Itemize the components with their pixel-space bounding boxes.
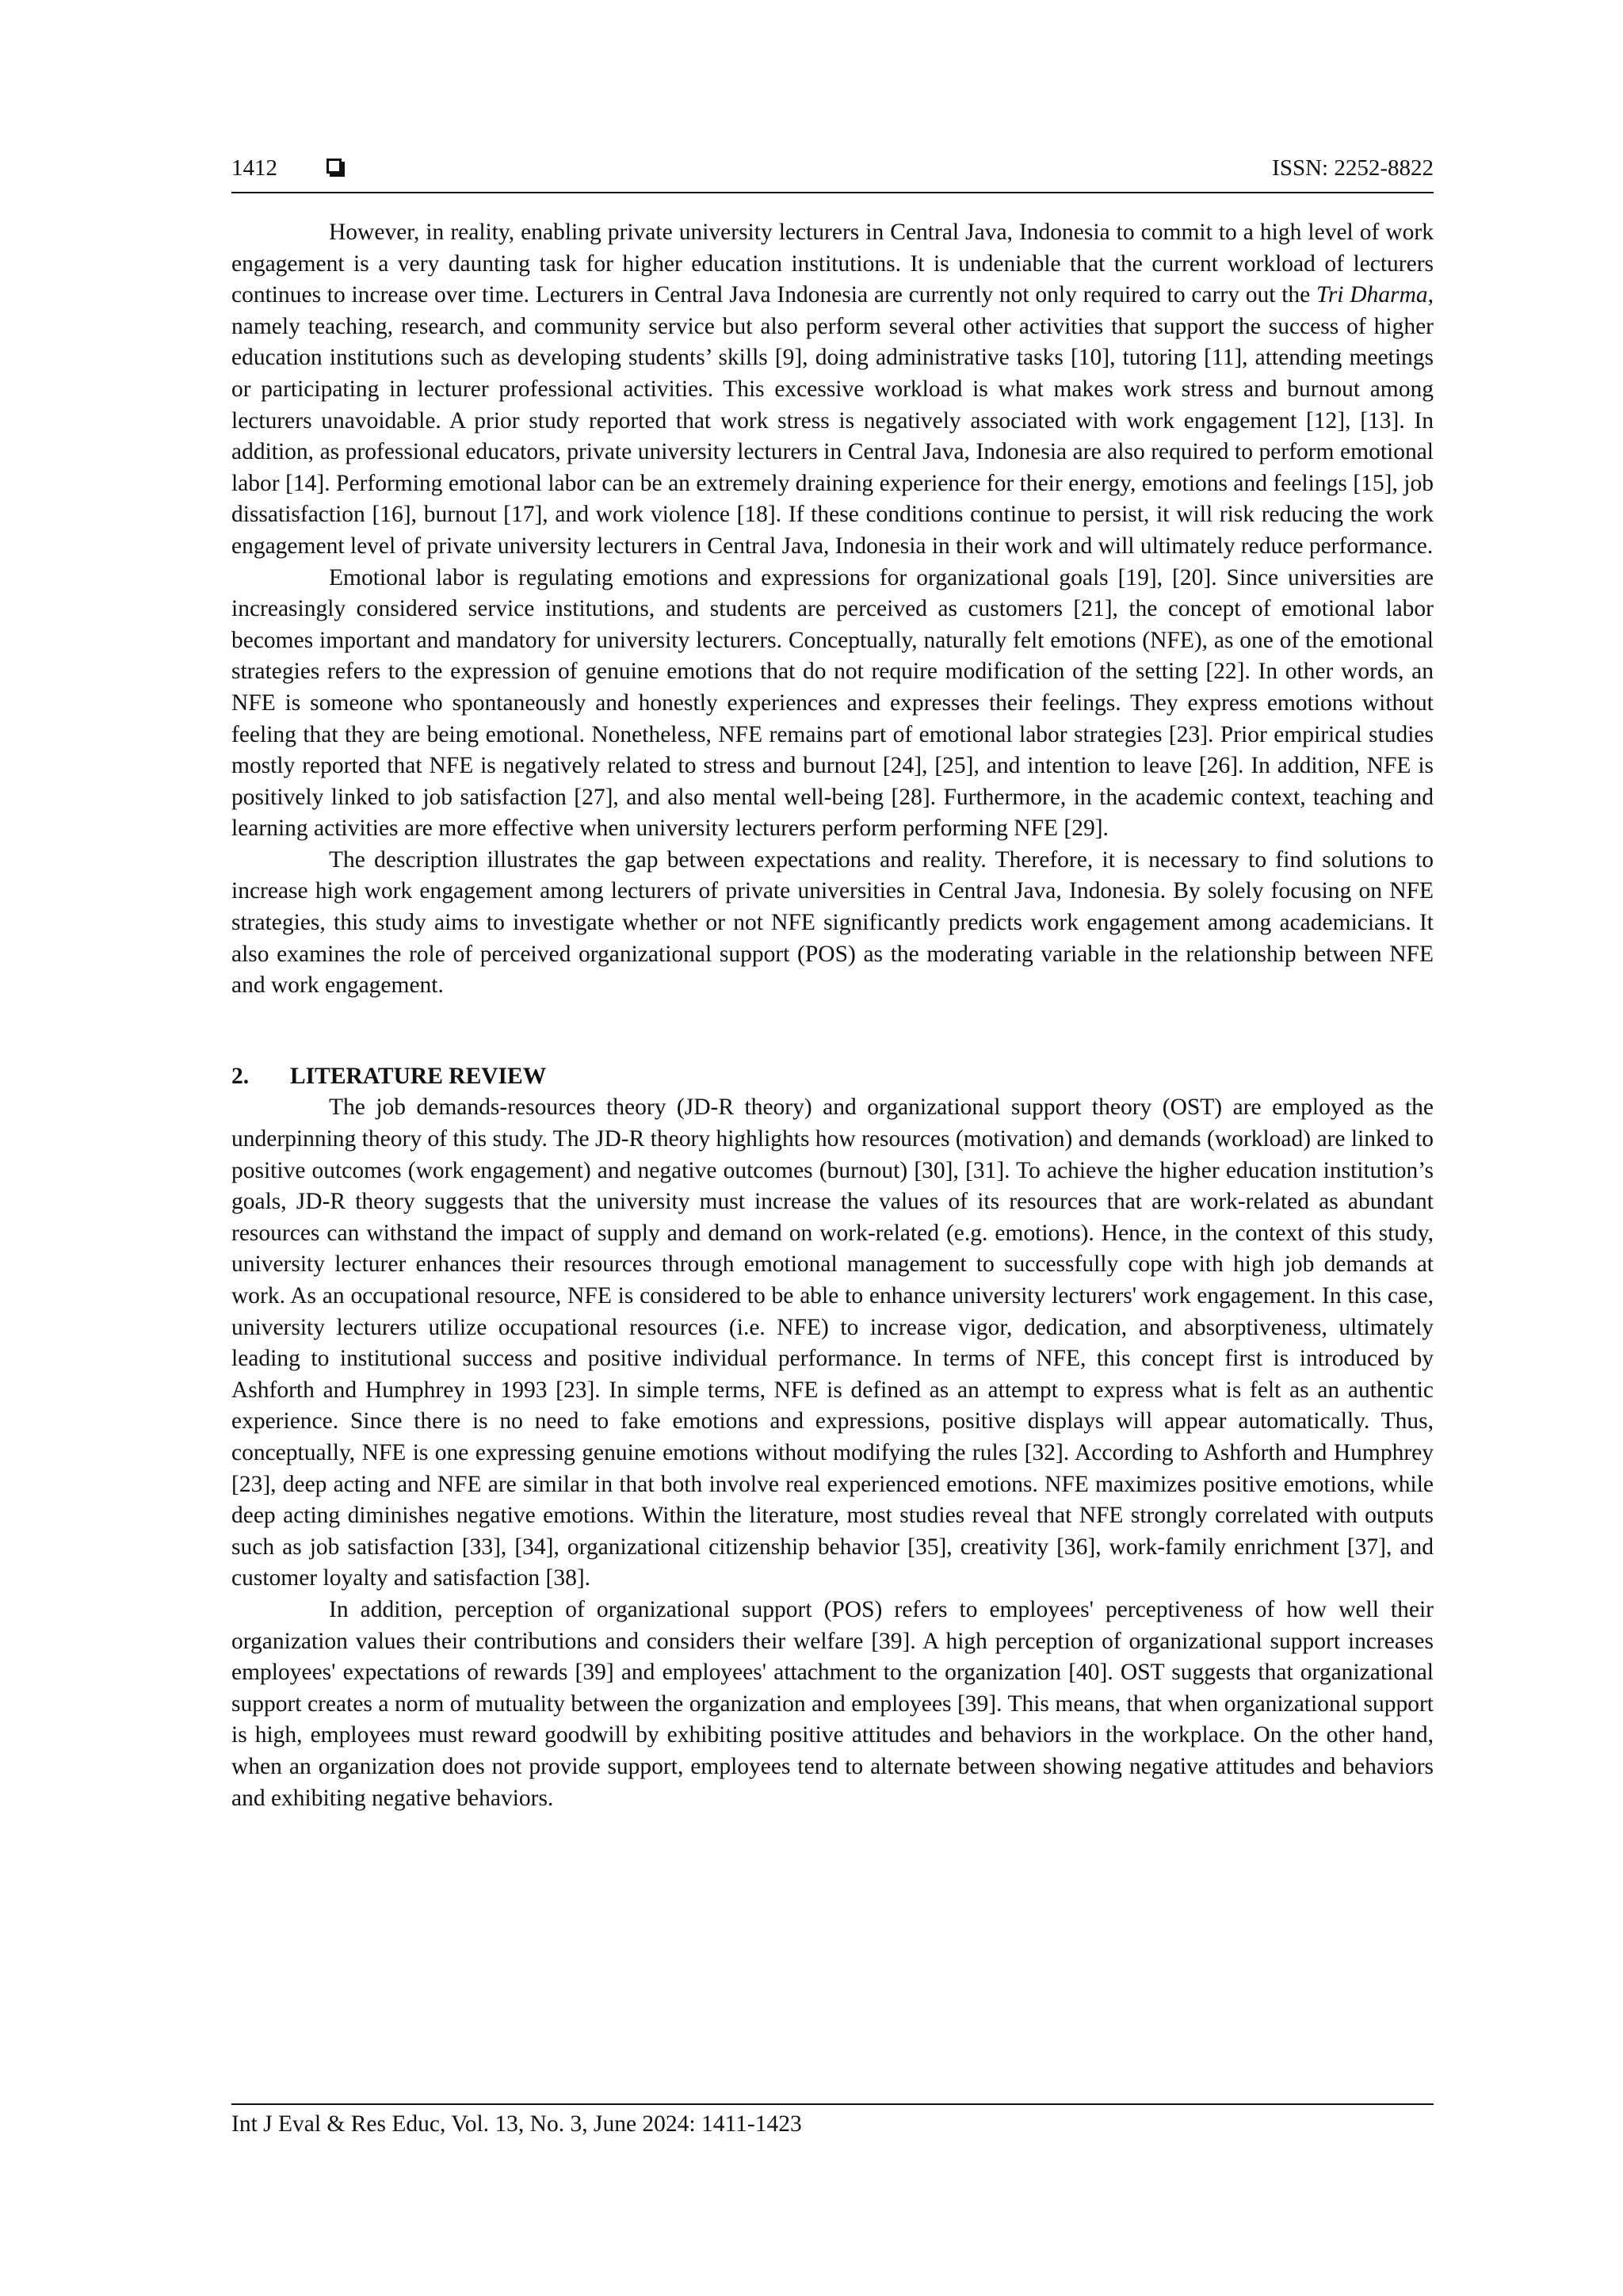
tri-dharma-term: Tri Dharma bbox=[1316, 282, 1428, 308]
issn-label: ISSN: 2252-8822 bbox=[1272, 155, 1434, 181]
paragraph-5: In addition, perception of organizational support (POS) refers to employees' perceptiveness of how well their organization values their contributions and considers their welfare [39]. A high perception of organizational support increases employees' expectations of rewards [39] and employees' attachment to the organization [40]. OST suggests that organizational support creates a norm of mutuality between the organization and employees [39]. This means, that when organizational support is high, employees must reward goodwill by exhibiting positive attitudes and behaviors in the workplace. On the other hand, when an organization does not provide support, employees tend to alternate between showing negative attitudes and behaviors and exhibiting negative behaviors. bbox=[231, 1596, 1434, 1811]
paragraph-1-text-b: , namely teaching, research, and community service but also perform several other activities that support the success of higher education institutions such as developing students’ skills [9], doing administrative tasks [10], tutoring [11], attending meetings or participating in lecturer professional activities. This excessive workload is what makes work stress and burnout among lecturers unavoidable. A prior study reported that work stress is negatively associated with work engagement [12], [13]. In addition, as professional educators, private university lecturers in Central Java, Indonesia are also required to perform emotional labor [14]. Performing emotional labor can be an extremely draining experience for their energy, emotions and feelings [15], job dissatisfaction [16], burnout [17], and work violence [18]. If these conditions continue to persist, it will risk reducing the work engagement level of private university lecturers in Central Java, Indonesia in their work and will ultimately reduce performance. bbox=[231, 282, 1434, 559]
paragraph-2: Emotional labor is regulating emotions and expressions for organizational goals [19], [20]. Since universities are increasingly considered service institutions, and students are perceived as customers [21], the concept of emotional labor becomes important and mandatory for university lecturers. Conceptually, naturally felt emotions (NFE), as one of the emotional strategies refers to the expression of genuine emotions that do not require modification of the setting [22]. In other words, an NFE is someone who spontaneously and honestly experiences and expresses their feelings. They express emotions without feeling that they are being emotional. Nonetheless, NFE remains part of emotional labor strategies [23]. Prior empirical studies mostly reported that NFE is negatively related to stress and burnout [24], [25], and intention to leave [26]. In addition, NFE is positively linked to job satisfaction [27], and also mental well-being [28]. Furthermore, in the academic context, teaching and learning activities are more effective when university lecturers perform performing NFE [29]. bbox=[231, 564, 1434, 842]
paragraph-1-text-a: However, in reality, enabling private university lecturers in Central Java, Indonesia to commit to a high level of work engagement is a very daunting task for higher education institutions. It is undeniable that the current workload of lecturers continues to increase over time. Lecturers in Central Java Indonesia are currently not only required to carry out the bbox=[231, 220, 1434, 308]
footer-divider bbox=[231, 2103, 1434, 2105]
section-title: LITERATURE REVIEW bbox=[290, 1063, 547, 1089]
paragraph-1 bbox=[231, 217, 1434, 563]
page-header bbox=[231, 155, 1434, 193]
header-divider bbox=[231, 192, 1434, 193]
journal-citation: Int J Eval & Res Educ, Vol. 13, No. 3, June 2024: 1411-1423 bbox=[231, 2111, 802, 2137]
section-heading bbox=[231, 1061, 1434, 1093]
square-box-icon bbox=[327, 159, 342, 174]
section-number: 2. bbox=[231, 1063, 250, 1089]
paragraph-4: The job demands-resources theory (JD-R theory) and organizational support theory (OST) are employed as the underpinning theory of this study. The JD-R theory highlights how resources (motivation) and demands (workload) are linked to positive outcomes (work engagement) and negative outcomes (burnout) [30], [31]. To achieve the higher education institution’s goals, JD-R theory suggests that the university must increase the values of its resources that are work-related as abundant resources can withstand the impact of supply and demand on work-related (e.g. emotions). Hence, in the context of this study, university lecturer enhances their resources through emotional management to successfully cope with high job demands at work. As an occupational resource, NFE is considered to be able to enhance university lecturers' work engagement. In this case, university lecturers utilize occupational resources (i.e. NFE) to increase vigor, dedication, and absorptiveness, ultimately leading to institutional success and positive individual performance. In terms of NFE, this concept first is introduced by Ashforth and Humphrey in 1993 [23]. In simple terms, NFE is defined as an attempt to express what is felt as an authentic experience. Since there is no need to fake emotions and expressions, positive displays will appear automatically. Thus, conceptually, NFE is one expressing genuine emotions without modifying the rules [32]. According to Ashforth and Humphrey [23], deep acting and NFE are similar in that both involve real experienced emotions. NFE maximizes positive emotions, while deep acting diminishes negative emotions. Within the literature, most studies reveal that NFE strongly correlated with outputs such as job satisfaction [33], [34], organizational citizenship behavior [35], creativity [36], work-family enrichment [37], and customer loyalty and satisfaction [38]. bbox=[231, 1095, 1434, 1591]
article-body bbox=[231, 217, 1434, 1814]
page-number: 1412 bbox=[231, 155, 277, 181]
paragraph-3: The description illustrates the gap between expectations and reality. Therefore, it is necessary to find solutions to increase high work engagement among lecturers of private universities in Central Java, Indonesia. By solely focusing on NFE strategies, this study aims to investigate whether or not NFE significantly predicts work engagement among academicians. It also examines the role of perceived organizational support (POS) as the moderating variable in the relationship between NFE and work engagement. bbox=[231, 846, 1434, 999]
